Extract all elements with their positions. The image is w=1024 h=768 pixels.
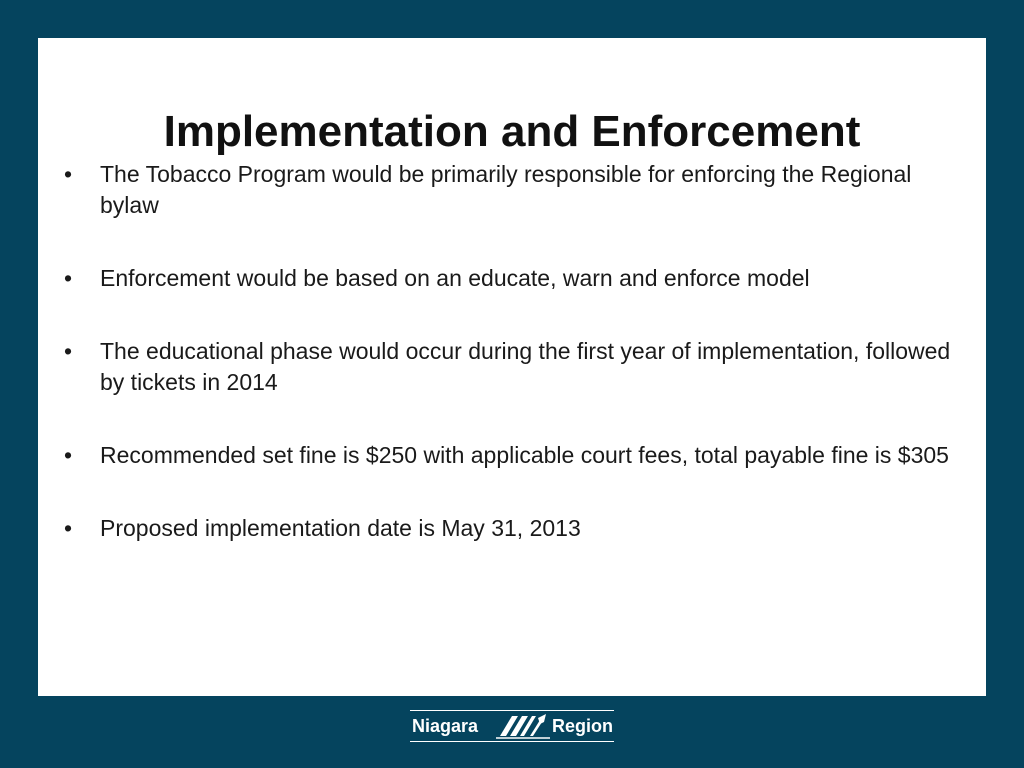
logo-text-niagara: Niagara: [412, 716, 479, 736]
slide-content-panel: [38, 38, 986, 696]
bullet-marker: •: [63, 338, 73, 364]
bullet-item: [58, 263, 968, 294]
bullet-item: [58, 513, 968, 544]
logo-text-region: Region: [552, 716, 613, 736]
bullet-item: [58, 440, 968, 471]
bullet-item: [58, 336, 968, 398]
bullet-marker: •: [63, 515, 73, 541]
niagara-region-logo-icon: [496, 712, 550, 740]
bullet-text: The educational phase would occur during the first year of implementation, followed by tickets in 2014: [100, 338, 951, 395]
bullet-text: Enforcement would be based on an educate, warn and enforce model: [100, 265, 810, 291]
bullet-text: Proposed implementation date is May 31, 2013: [100, 515, 581, 541]
bullet-text: The Tobacco Program would be primarily responsible for enforcing the Regional bylaw: [100, 161, 912, 218]
bullet-item: [58, 159, 968, 221]
slide-title: Implementation and Enforcement: [163, 107, 861, 156]
bullet-marker: •: [63, 442, 73, 468]
niagara-region-logo: [410, 710, 614, 742]
bullet-list: [58, 159, 968, 586]
bullet-marker: •: [63, 161, 73, 187]
bullet-marker: •: [63, 265, 73, 291]
logo-bottom-rule: [410, 741, 614, 742]
logo-top-rule: [410, 710, 614, 711]
bullet-text: Recommended set fine is $250 with applicable court fees, total payable fine is $305: [100, 442, 949, 468]
